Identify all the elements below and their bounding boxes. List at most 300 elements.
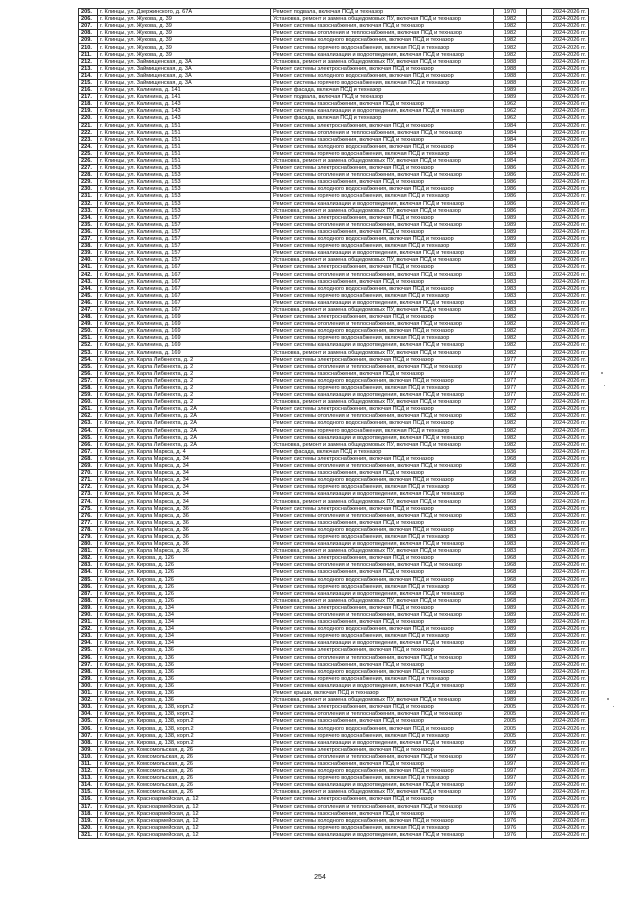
address-cell: г. Клинцы, ул. Карла Маркса, д. 34 xyxy=(98,498,271,505)
period-cell: 2024-2026 гг. xyxy=(542,441,589,448)
address-cell: г. Клинцы, ул. Карла Маркса, д. 36 xyxy=(98,533,271,540)
scan-speck xyxy=(613,706,614,707)
year-cell: 1984 xyxy=(494,150,527,157)
work-type-cell: Ремонт системы холодного водоснабжения, включая ПСД и техназор xyxy=(271,377,494,384)
address-cell: г. Клинцы, ул. Жукова, д. 39 xyxy=(98,23,271,30)
row-number: 257. xyxy=(79,377,98,384)
period-cell: 2024-2026 гг. xyxy=(542,533,589,540)
year-cell: 1989 xyxy=(494,675,527,682)
table-row xyxy=(79,824,589,831)
year-cell: 1986 xyxy=(494,193,527,200)
address-cell: г. Клинцы, ул. Калинина, д. 153 xyxy=(98,165,271,172)
year-cell: 1970 xyxy=(494,9,527,16)
work-type-cell: Установка, ремонт и замена общедомовых ПУ, включая ПСД и техназор xyxy=(271,498,494,505)
empty-cell xyxy=(527,243,542,250)
address-cell: г. Клинцы, ул. Калинина, д. 157 xyxy=(98,250,271,257)
row-number: 288. xyxy=(79,597,98,604)
address-cell: г. Клинцы, ул. Карла Либкнехта, д. 2А xyxy=(98,420,271,427)
empty-cell xyxy=(527,746,542,753)
table-row xyxy=(79,278,589,285)
row-number: 305. xyxy=(79,718,98,725)
work-type-cell: Ремонт системы отопления и теплоснабжения, включая ПСД и техназор xyxy=(271,172,494,179)
period-cell: 2024-2026 гг. xyxy=(542,810,589,817)
table-row xyxy=(79,94,589,101)
empty-cell xyxy=(527,434,542,441)
work-type-cell: Ремонт системы газоснабжения, включая ПСД и техназор xyxy=(271,228,494,235)
year-cell: 1984 xyxy=(494,143,527,150)
empty-cell xyxy=(527,796,542,803)
table-row xyxy=(79,477,589,484)
table-row xyxy=(79,760,589,767)
address-cell: г. Клинцы, ул. Калинина, д. 169 xyxy=(98,314,271,321)
period-cell: 2024-2026 гг. xyxy=(542,292,589,299)
address-cell: г. Клинцы, ул. Калинина, д. 143 xyxy=(98,115,271,122)
work-type-cell: Установка, ремонт и замена общедомовых ПУ, включая ПСД и техназор xyxy=(271,697,494,704)
empty-cell xyxy=(527,399,542,406)
work-type-cell: Установка, ремонт и замена общедомовых ПУ, включая ПСД и техназор xyxy=(271,306,494,313)
empty-cell xyxy=(527,214,542,221)
empty-cell xyxy=(527,51,542,58)
empty-cell xyxy=(527,193,542,200)
period-cell: 2024-2026 гг. xyxy=(542,136,589,143)
period-cell: 2024-2026 гг. xyxy=(542,406,589,413)
year-cell: 1982 xyxy=(494,51,527,58)
empty-cell xyxy=(527,604,542,611)
address-cell: г. Клинцы, ул. Калинина, д. 167 xyxy=(98,292,271,299)
row-number: 239. xyxy=(79,250,98,257)
empty-cell xyxy=(527,179,542,186)
address-cell: г. Клинцы, ул. Калинина, д. 157 xyxy=(98,221,271,228)
row-number: 261. xyxy=(79,406,98,413)
address-cell: г. Клинцы, ул. Карла Либкнехта, д. 2А xyxy=(98,413,271,420)
table-row xyxy=(79,16,589,23)
period-cell: 2024-2026 гг. xyxy=(542,420,589,427)
row-number: 240. xyxy=(79,257,98,264)
period-cell: 2024-2026 гг. xyxy=(542,342,589,349)
period-cell: 2024-2026 гг. xyxy=(542,484,589,491)
period-cell: 2024-2026 гг. xyxy=(542,370,589,377)
empty-cell xyxy=(527,810,542,817)
work-type-cell: Ремонт системы газоснабжения, включая ПСД и техназор xyxy=(271,101,494,108)
address-cell: г. Клинцы, ул. Жукова, д. 39 xyxy=(98,44,271,51)
empty-cell xyxy=(527,356,542,363)
row-number: 263. xyxy=(79,420,98,427)
table-row xyxy=(79,150,589,157)
row-number: 286. xyxy=(79,583,98,590)
year-cell: 1989 xyxy=(494,690,527,697)
table-row xyxy=(79,626,589,633)
work-type-cell: Ремонт системы отопления и теплоснабжения, включая ПСД и техназор xyxy=(271,271,494,278)
table-row xyxy=(79,115,589,122)
work-type-cell: Ремонт системы канализации и водоотведения, включая ПСД и техназор xyxy=(271,739,494,746)
table-row xyxy=(79,817,589,824)
empty-cell xyxy=(527,590,542,597)
address-cell: г. Клинцы, ул. Кирова, д. 136 xyxy=(98,690,271,697)
period-cell: 2024-2026 гг. xyxy=(542,668,589,675)
empty-cell xyxy=(527,172,542,179)
table-row xyxy=(79,384,589,391)
work-type-cell: Ремонт фасада, включая ПСД и техназор xyxy=(271,448,494,455)
period-cell: 2024-2026 гг. xyxy=(542,796,589,803)
table-row xyxy=(79,200,589,207)
address-cell: г. Клинцы, ул. Карла Либкнехта, д. 2 xyxy=(98,377,271,384)
work-type-cell: Ремонт системы газоснабжения, включая ПСД и техназор xyxy=(271,370,494,377)
address-cell: г. Клинцы, ул. Кирова, д. 126 xyxy=(98,583,271,590)
period-cell: 2024-2026 гг. xyxy=(542,179,589,186)
table-row xyxy=(79,583,589,590)
period-cell: 2024-2026 гг. xyxy=(542,172,589,179)
table-row xyxy=(79,349,589,356)
address-cell: г. Клинцы, ул. Жукова, д. 39 xyxy=(98,16,271,23)
period-cell: 2024-2026 гг. xyxy=(542,455,589,462)
address-cell: г. Клинцы, ул. Красноармейская, д. 12 xyxy=(98,796,271,803)
row-number: 296. xyxy=(79,654,98,661)
year-cell: 1989 xyxy=(494,250,527,257)
work-type-cell: Ремонт системы канализации и водоотведения, включая ПСД и техназор xyxy=(271,682,494,689)
period-cell: 2024-2026 гг. xyxy=(542,129,589,136)
address-cell: г. Клинцы, ул. Комсомольская, д. 26 xyxy=(98,782,271,789)
work-type-cell: Ремонт системы газоснабжения, включая ПСД и техназор xyxy=(271,23,494,30)
period-cell: 2024-2026 гг. xyxy=(542,79,589,86)
year-cell: 1968 xyxy=(494,477,527,484)
empty-cell xyxy=(527,292,542,299)
empty-cell xyxy=(527,392,542,399)
table-row xyxy=(79,704,589,711)
year-cell: 1986 xyxy=(494,200,527,207)
year-cell: 2005 xyxy=(494,732,527,739)
row-number: 270. xyxy=(79,470,98,477)
period-cell: 2024-2026 гг. xyxy=(542,37,589,44)
period-cell: 2024-2026 гг. xyxy=(542,122,589,129)
row-number: 219. xyxy=(79,108,98,115)
address-cell: г. Клинцы, ул. Кирова, д. 136 xyxy=(98,668,271,675)
scan-speck xyxy=(604,385,605,386)
table-row xyxy=(79,725,589,732)
work-type-cell: Ремонт системы горячего водоснабжения, включая ПСД и техназор xyxy=(271,675,494,682)
year-cell: 1982 xyxy=(494,328,527,335)
row-number: 248. xyxy=(79,314,98,321)
work-type-cell: Ремонт системы горячего водоснабжения, включая ПСД и техназор xyxy=(271,484,494,491)
work-type-cell: Установка, ремонт и замена общедомовых ПУ, включая ПСД и техназор xyxy=(271,597,494,604)
year-cell: 1983 xyxy=(494,306,527,313)
row-number: 251. xyxy=(79,335,98,342)
address-cell: г. Клинцы, ул. Красноармейская, д. 12 xyxy=(98,810,271,817)
work-type-cell: Ремонт системы горячего водоснабжения, включая ПСД и техназор xyxy=(271,150,494,157)
empty-cell xyxy=(527,704,542,711)
row-number: 285. xyxy=(79,576,98,583)
address-cell: г. Клинцы, ул. Кирова, д. 138, корп.2 xyxy=(98,718,271,725)
row-number: 301. xyxy=(79,690,98,697)
period-cell: 2024-2026 гг. xyxy=(542,654,589,661)
row-number: 230. xyxy=(79,186,98,193)
period-cell: 2024-2026 гг. xyxy=(542,108,589,115)
table-row xyxy=(79,157,589,164)
table-row xyxy=(79,257,589,264)
period-cell: 2024-2026 гг. xyxy=(542,597,589,604)
address-cell: г. Клинцы, ул. Карла Либкнехта, д. 2А xyxy=(98,434,271,441)
work-type-cell: Ремонт системы электроснабжения, включая ПСД и техназор xyxy=(271,647,494,654)
work-type-cell: Ремонт системы газоснабжения, включая ПСД и техназор xyxy=(271,810,494,817)
work-type-cell: Ремонт системы отопления и теплоснабжения, включая ПСД и техназор xyxy=(271,654,494,661)
row-number: 289. xyxy=(79,604,98,611)
empty-cell xyxy=(527,30,542,37)
table-row xyxy=(79,555,589,562)
empty-cell xyxy=(527,165,542,172)
row-number: 278. xyxy=(79,526,98,533)
scan-speck xyxy=(607,698,609,700)
year-cell: 1982 xyxy=(494,434,527,441)
period-cell: 2024-2026 гг. xyxy=(542,271,589,278)
address-cell: г. Клинцы, ул. Жукова, д. 39 xyxy=(98,30,271,37)
work-type-cell: Ремонт системы газоснабжения, включая ПСД и техназор xyxy=(271,136,494,143)
table-row xyxy=(79,711,589,718)
period-cell: 2024-2026 гг. xyxy=(542,519,589,526)
empty-cell xyxy=(527,633,542,640)
period-cell: 2024-2026 гг. xyxy=(542,30,589,37)
table-row xyxy=(79,441,589,448)
empty-cell xyxy=(527,789,542,796)
row-number: 252. xyxy=(79,342,98,349)
row-number: 222. xyxy=(79,129,98,136)
row-number: 319. xyxy=(79,817,98,824)
row-number: 258. xyxy=(79,384,98,391)
table-row xyxy=(79,228,589,235)
work-type-cell: Установка, ремонт и замена общедомовых ПУ, включая ПСД и техназор xyxy=(271,16,494,23)
year-cell: 1983 xyxy=(494,548,527,555)
row-number: 212. xyxy=(79,58,98,65)
empty-cell xyxy=(527,79,542,86)
table-row xyxy=(79,505,589,512)
empty-cell xyxy=(527,321,542,328)
work-type-cell: Ремонт системы газоснабжения, включая ПСД и техназор xyxy=(271,619,494,626)
empty-cell xyxy=(527,236,542,243)
table-row xyxy=(79,697,589,704)
period-cell: 2024-2026 гг. xyxy=(542,356,589,363)
work-type-cell: Ремонт подвала, включая ПСД и техназор xyxy=(271,9,494,16)
address-cell: г. Клинцы, ул. Карла Маркса, д. 34 xyxy=(98,484,271,491)
row-number: 310. xyxy=(79,753,98,760)
work-type-cell: Ремонт системы горячего водоснабжения, включая ПСД и техназор xyxy=(271,243,494,250)
table-row xyxy=(79,739,589,746)
period-cell: 2024-2026 гг. xyxy=(542,704,589,711)
address-cell: г. Клинцы, ул. Калинина, д. 151 xyxy=(98,150,271,157)
work-type-cell: Ремонт системы электроснабжения, включая ПСД и техназор xyxy=(271,406,494,413)
period-cell: 2024-2026 гг. xyxy=(542,115,589,122)
address-cell: г. Клинцы, ул. Жукова, д. 39 xyxy=(98,37,271,44)
address-cell: г. Клинцы, ул. Калинина, д. 157 xyxy=(98,228,271,235)
table-row xyxy=(79,654,589,661)
row-number: 211. xyxy=(79,51,98,58)
address-cell: г. Клинцы, ул. Карла Маркса, д. 34 xyxy=(98,463,271,470)
address-cell: г. Клинцы, ул. Кирова, д. 126 xyxy=(98,555,271,562)
row-number: 287. xyxy=(79,590,98,597)
row-number: 292. xyxy=(79,626,98,633)
table-row xyxy=(79,533,589,540)
year-cell: 1976 xyxy=(494,803,527,810)
period-cell: 2024-2026 гг. xyxy=(542,363,589,370)
year-cell: 1968 xyxy=(494,463,527,470)
table-row xyxy=(79,413,589,420)
row-number: 294. xyxy=(79,640,98,647)
empty-cell xyxy=(527,768,542,775)
address-cell: г. Клинцы, ул. Карла Маркса, д. 36 xyxy=(98,505,271,512)
row-number: 276. xyxy=(79,512,98,519)
year-cell: 1982 xyxy=(494,342,527,349)
table-row xyxy=(79,342,589,349)
row-number: 254. xyxy=(79,356,98,363)
year-cell: 1989 xyxy=(494,661,527,668)
address-cell: г. Клинцы, ул. Красноармейская, д. 12 xyxy=(98,817,271,824)
table-row xyxy=(79,484,589,491)
year-cell: 1936 xyxy=(494,448,527,455)
work-type-cell: Ремонт системы отопления и теплоснабжения, включая ПСД и техназор xyxy=(271,129,494,136)
empty-cell xyxy=(527,526,542,533)
work-type-cell: Ремонт системы горячего водоснабжения, включая ПСД и техназор xyxy=(271,384,494,391)
work-type-cell: Установка, ремонт и замена общедомовых ПУ, включая ПСД и техназор xyxy=(271,207,494,214)
row-number: 299. xyxy=(79,675,98,682)
table-row xyxy=(79,108,589,115)
year-cell: 1962 xyxy=(494,108,527,115)
work-type-cell: Ремонт системы электроснабжения, включая ПСД и техназор xyxy=(271,704,494,711)
work-type-cell: Установка, ремонт и замена общедомовых ПУ, включая ПСД и техназор xyxy=(271,58,494,65)
empty-cell xyxy=(527,257,542,264)
address-cell: г. Клинцы, ул. Кирова, д. 126 xyxy=(98,576,271,583)
address-cell: г. Клинцы, ул. Кирова, д. 134 xyxy=(98,633,271,640)
row-number: 220. xyxy=(79,115,98,122)
period-cell: 2024-2026 гг. xyxy=(542,9,589,16)
table-row xyxy=(79,470,589,477)
address-cell: г. Клинцы, ул. Комсомольская, д. 26 xyxy=(98,789,271,796)
year-cell: 1986 xyxy=(494,165,527,172)
address-cell: г. Клинцы, ул. Карла Маркса, д. 34 xyxy=(98,470,271,477)
empty-cell xyxy=(527,782,542,789)
work-type-cell: Установка, ремонт и замена общедомовых ПУ, включая ПСД и техназор xyxy=(271,548,494,555)
work-type-cell: Ремонт системы холодного водоснабжения, включая ПСД и техназор xyxy=(271,668,494,675)
empty-cell xyxy=(527,122,542,129)
period-cell: 2024-2026 гг. xyxy=(542,349,589,356)
empty-cell xyxy=(527,448,542,455)
year-cell: 1976 xyxy=(494,817,527,824)
table-row xyxy=(79,214,589,221)
empty-cell xyxy=(527,228,542,235)
address-cell: г. Клинцы, ул. Калинина, д. 151 xyxy=(98,136,271,143)
table-row xyxy=(79,250,589,257)
year-cell: 1983 xyxy=(494,299,527,306)
year-cell: 1968 xyxy=(494,498,527,505)
period-cell: 2024-2026 гг. xyxy=(542,51,589,58)
table-row xyxy=(79,165,589,172)
period-cell: 2024-2026 гг. xyxy=(542,661,589,668)
year-cell: 1982 xyxy=(494,321,527,328)
year-cell: 1986 xyxy=(494,207,527,214)
period-cell: 2024-2026 гг. xyxy=(542,718,589,725)
year-cell: 1968 xyxy=(494,583,527,590)
period-cell: 2024-2026 гг. xyxy=(542,569,589,576)
empty-cell xyxy=(527,37,542,44)
period-cell: 2024-2026 гг. xyxy=(542,200,589,207)
work-type-cell: Ремонт системы электроснабжения, включая ПСД и техназор xyxy=(271,264,494,271)
table-row xyxy=(79,619,589,626)
address-cell: г. Клинцы, ул. Кирова, д. 126 xyxy=(98,569,271,576)
year-cell: 1984 xyxy=(494,136,527,143)
period-cell: 2024-2026 гг. xyxy=(542,328,589,335)
period-cell: 2024-2026 гг. xyxy=(542,193,589,200)
work-type-cell: Установка, ремонт и замена общедомовых ПУ, включая ПСД и техназор xyxy=(271,789,494,796)
empty-cell xyxy=(527,640,542,647)
empty-cell xyxy=(527,207,542,214)
period-cell: 2024-2026 гг. xyxy=(542,746,589,753)
address-cell: г. Клинцы, ул. Калинина, д. 167 xyxy=(98,278,271,285)
empty-cell xyxy=(527,384,542,391)
row-number: 295. xyxy=(79,647,98,654)
empty-cell xyxy=(527,58,542,65)
work-type-cell: Ремонт системы горячего водоснабжения, включая ПСД и техназор xyxy=(271,292,494,299)
work-type-cell: Ремонт системы холодного водоснабжения, включая ПСД и техназор xyxy=(271,526,494,533)
row-number: 264. xyxy=(79,427,98,434)
table-row xyxy=(79,101,589,108)
address-cell: г. Клинцы, ул. Карла Либкнехта, д. 2А xyxy=(98,441,271,448)
year-cell: 1983 xyxy=(494,264,527,271)
work-type-cell: Ремонт системы газоснабжения, включая ПСД и техназор xyxy=(271,278,494,285)
table-row xyxy=(79,512,589,519)
row-number: 243. xyxy=(79,278,98,285)
table-row xyxy=(79,782,589,789)
address-cell: г. Клинцы, ул. Калинина, д. 153 xyxy=(98,179,271,186)
period-cell: 2024-2026 гг. xyxy=(542,16,589,23)
row-number: 249. xyxy=(79,321,98,328)
row-number: 273. xyxy=(79,491,98,498)
empty-cell xyxy=(527,477,542,484)
year-cell: 1968 xyxy=(494,597,527,604)
year-cell: 1968 xyxy=(494,590,527,597)
year-cell: 1983 xyxy=(494,533,527,540)
year-cell: 1968 xyxy=(494,576,527,583)
period-cell: 2024-2026 гг. xyxy=(542,775,589,782)
empty-cell xyxy=(527,611,542,618)
address-cell: г. Клинцы, ул. Красноармейская, д. 12 xyxy=(98,803,271,810)
empty-cell xyxy=(527,831,542,838)
period-cell: 2024-2026 гг. xyxy=(542,817,589,824)
table-row xyxy=(79,420,589,427)
empty-cell xyxy=(527,278,542,285)
address-cell: г. Клинцы, ул. Карла Либкнехта, д. 2 xyxy=(98,363,271,370)
period-cell: 2024-2026 гг. xyxy=(542,236,589,243)
table-row xyxy=(79,647,589,654)
row-number: 231. xyxy=(79,193,98,200)
period-cell: 2024-2026 гг. xyxy=(542,647,589,654)
empty-cell xyxy=(527,72,542,79)
empty-cell xyxy=(527,129,542,136)
year-cell: 1989 xyxy=(494,697,527,704)
period-cell: 2024-2026 гг. xyxy=(542,94,589,101)
empty-cell xyxy=(527,115,542,122)
address-cell: г. Клинцы, ул. Калинина, д. 151 xyxy=(98,157,271,164)
work-type-cell: Ремонт системы электроснабжения, включая ПСД и техназор xyxy=(271,746,494,753)
period-cell: 2024-2026 гг. xyxy=(542,640,589,647)
address-cell: г. Клинцы, ул. Кирова, д. 136 xyxy=(98,654,271,661)
year-cell: 1989 xyxy=(494,682,527,689)
period-cell: 2024-2026 гг. xyxy=(542,583,589,590)
table-row xyxy=(79,51,589,58)
empty-cell xyxy=(527,576,542,583)
row-number: 314. xyxy=(79,782,98,789)
year-cell: 1982 xyxy=(494,16,527,23)
row-number: 228. xyxy=(79,172,98,179)
year-cell: 2005 xyxy=(494,711,527,718)
work-type-cell: Ремонт системы горячего водоснабжения, включая ПСД и техназор xyxy=(271,335,494,342)
period-cell: 2024-2026 гг. xyxy=(542,321,589,328)
period-cell: 2024-2026 гг. xyxy=(542,682,589,689)
